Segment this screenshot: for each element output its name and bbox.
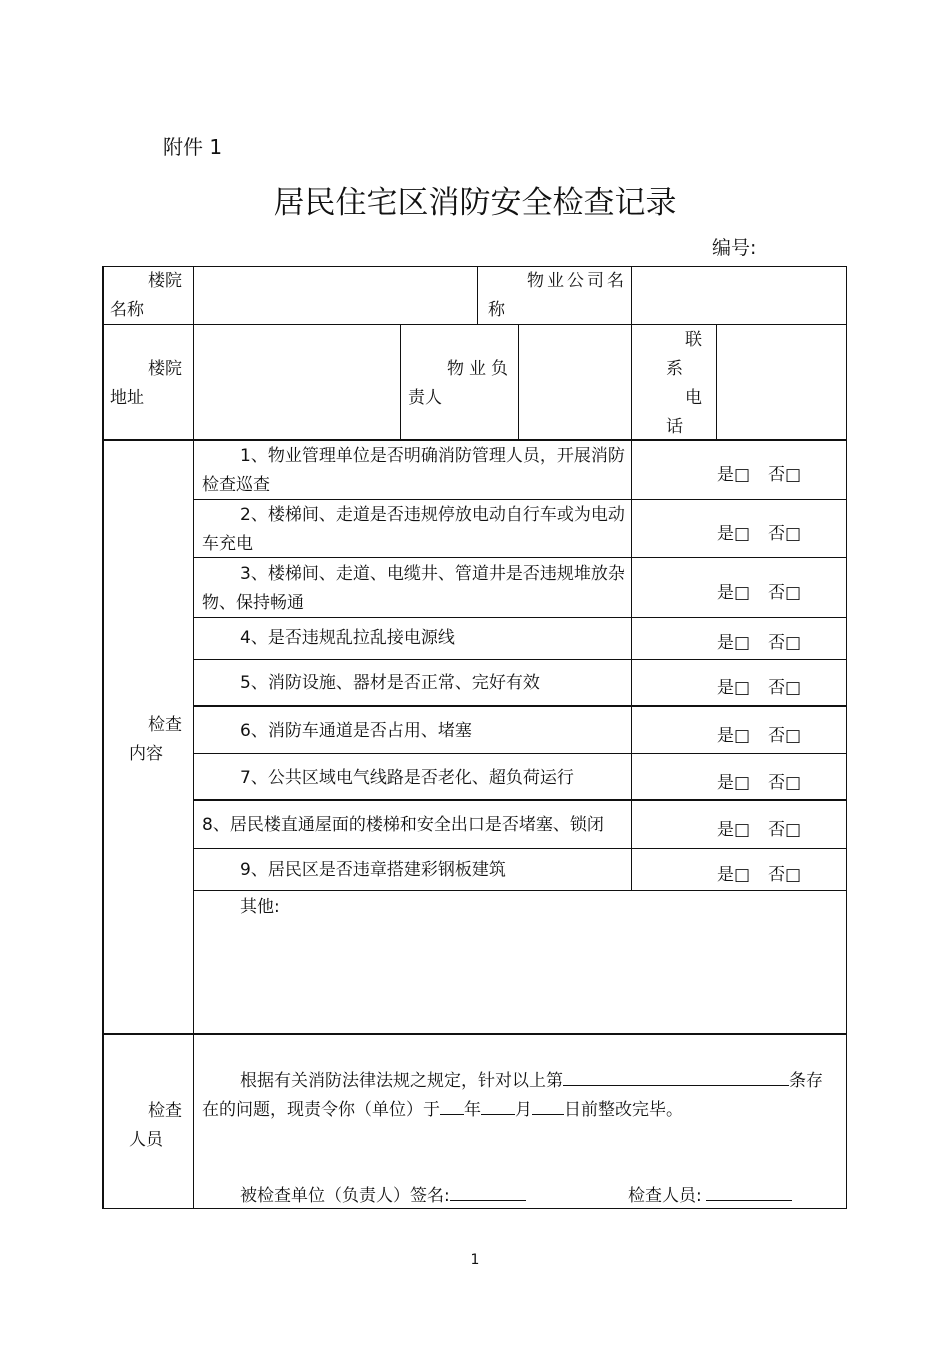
check-item-6-answer[interactable] [717, 721, 801, 746]
year-blank[interactable] [440, 1096, 464, 1115]
complex-name-field[interactable] [195, 268, 476, 323]
no-checkbox[interactable]: 否□ [768, 633, 802, 653]
check-item-4: 4、是否违规乱拉乱接电源线 [240, 628, 455, 648]
check-item-3-cont: 物、保持畅通 [202, 593, 304, 613]
no-checkbox[interactable]: 否□ [768, 583, 802, 603]
yes-checkbox[interactable]: 是□ [717, 633, 751, 653]
yes-checkbox[interactable]: 是□ [717, 524, 751, 544]
other-notes-field[interactable] [195, 920, 845, 1030]
order-text-part3: 在的问题，现责令你（单位）于 [202, 1100, 440, 1120]
no-checkbox[interactable]: 否□ [768, 726, 802, 746]
address-label-2: 地址 [110, 388, 144, 408]
inspection-section-label-2: 内容 [129, 744, 163, 764]
month-blank[interactable] [481, 1096, 515, 1115]
day-blank[interactable] [532, 1096, 564, 1115]
check-item-9-answer[interactable] [717, 860, 801, 885]
yes-checkbox[interactable]: 是□ [717, 726, 751, 746]
manager-label-2: 责人 [408, 388, 442, 408]
no-checkbox[interactable]: 否□ [768, 773, 802, 793]
attachment-label: 附件 1 [163, 135, 223, 159]
check-item-2-cont: 车充电 [202, 534, 253, 554]
property-company-label-2: 称 [488, 300, 505, 320]
contact-label-3: 电 [685, 388, 702, 408]
contact-label-4: 话 [666, 417, 683, 437]
serial-number-label: 编号: [712, 237, 757, 259]
inspected-unit-signature-blank[interactable] [450, 1182, 526, 1201]
yes-checkbox[interactable]: 是□ [717, 773, 751, 793]
check-item-6: 6、消防车通道是否占用、堵塞 [240, 721, 472, 741]
yes-checkbox[interactable]: 是□ [717, 678, 751, 698]
manager-label: 物业负 [447, 359, 513, 379]
no-checkbox[interactable]: 否□ [768, 678, 802, 698]
no-checkbox[interactable]: 否□ [768, 524, 802, 544]
property-company-field[interactable] [633, 268, 845, 323]
rectification-order-line-1 [240, 1067, 823, 1096]
check-item-1-cont: 检查巡查 [202, 475, 270, 495]
check-item-1-answer[interactable] [717, 460, 801, 485]
rectification-order-line-2 [202, 1096, 683, 1125]
inspector-section-label-2: 人员 [129, 1130, 163, 1150]
inspection-section-label: 检查 [148, 715, 182, 735]
address-label: 楼院 [148, 359, 182, 379]
inspector-section-label: 检查 [148, 1101, 182, 1121]
check-item-4-answer[interactable] [717, 628, 801, 653]
order-text-part1: 根据有关消防法律法规之规定，针对以上第 [240, 1071, 563, 1091]
check-item-3-answer[interactable] [717, 578, 801, 603]
yes-checkbox[interactable]: 是□ [717, 820, 751, 840]
check-item-3: 3、楼梯间、走道、电缆井、管道井是否违规堆放杂 [240, 564, 625, 584]
inspected-unit-signature [240, 1182, 526, 1211]
yes-checkbox[interactable]: 是□ [717, 465, 751, 485]
check-item-9: 9、居民区是否违章搭建彩钢板建筑 [240, 860, 506, 880]
other-label: 其他: [240, 897, 280, 917]
address-field[interactable] [195, 326, 399, 438]
check-item-1: 1、物业管理单位是否明确消防管理人员，开展消防 [240, 446, 625, 466]
inspector-signature-label: 检查人员: [628, 1186, 702, 1206]
property-company-label: 物业公司名 [527, 271, 627, 291]
check-item-2: 2、楼梯间、走道是否违规停放电动自行车或为电动 [240, 505, 625, 525]
check-item-8: 8、居民楼直通屋面的楼梯和安全出口是否堵塞、锁闭 [202, 815, 604, 835]
order-text-part4: 日前整改完毕。 [564, 1100, 683, 1120]
complex-name-label: 楼院 [148, 271, 182, 291]
inspector-signature [628, 1182, 792, 1211]
complex-name-label-2: 名称 [110, 300, 144, 320]
page-number: 1 [470, 1252, 480, 1268]
check-item-5-answer[interactable] [717, 673, 801, 698]
check-item-7-answer[interactable] [717, 768, 801, 793]
year-label: 年 [464, 1100, 481, 1120]
order-text-part2: 条存 [789, 1071, 823, 1091]
check-item-5: 5、消防设施、器材是否正常、完好有效 [240, 673, 540, 693]
item-number-blank[interactable] [563, 1067, 789, 1086]
inspector-signature-blank[interactable] [706, 1182, 792, 1201]
no-checkbox[interactable]: 否□ [768, 465, 802, 485]
inspected-unit-signature-label: 被检查单位（负责人）签名: [240, 1186, 450, 1206]
month-label: 月 [515, 1100, 532, 1120]
page-title: 居民住宅区消防安全检查记录 [273, 185, 677, 221]
yes-checkbox[interactable]: 是□ [717, 865, 751, 885]
yes-checkbox[interactable]: 是□ [717, 583, 751, 603]
check-item-2-answer[interactable] [717, 519, 801, 544]
check-item-7: 7、公共区域电气线路是否老化、超负荷运行 [240, 768, 574, 788]
no-checkbox[interactable]: 否□ [768, 820, 802, 840]
contact-phone-field[interactable] [718, 326, 845, 438]
contact-label: 联 [685, 330, 702, 350]
contact-label-2: 系 [666, 359, 683, 379]
manager-field[interactable] [520, 326, 630, 438]
no-checkbox[interactable]: 否□ [768, 865, 802, 885]
check-item-8-answer[interactable] [717, 815, 801, 840]
